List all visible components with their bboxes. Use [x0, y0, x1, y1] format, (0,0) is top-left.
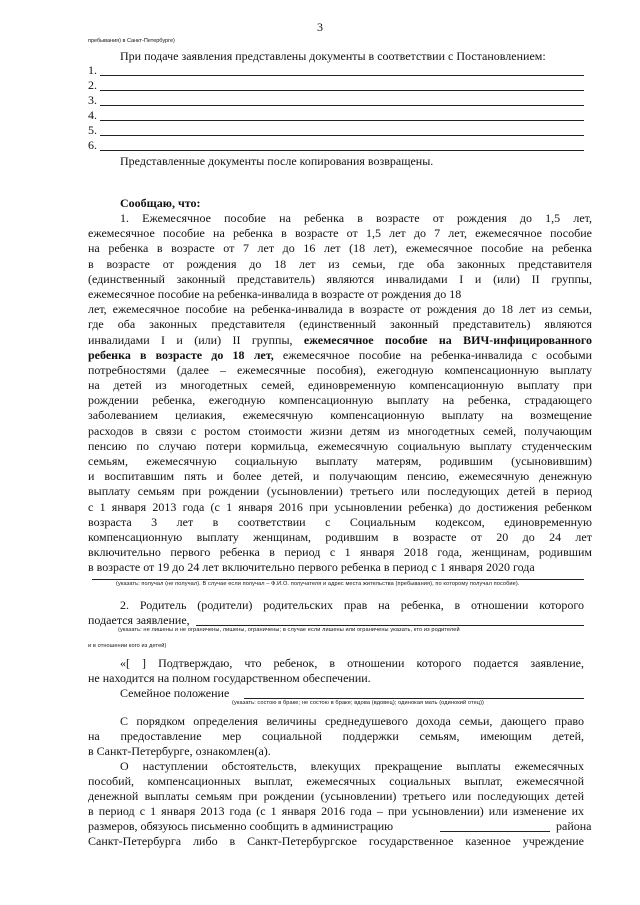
obligation-line1: О наступлении обстоятельств, влекущих прекращение выплаты ежемесячных — [120, 759, 584, 773]
para1-line: в возрасте от 19 до 24 лет включительно первого ребенка в период с 1 января 2020 года — [88, 560, 535, 575]
para1-line: ежемесячное пособие на ребенка-инвалида в возрасте от рождения до 18 — [88, 286, 462, 301]
para1-line: возраста 3 лет в соответствии с Социальным кодексом, единовременную — [88, 514, 592, 529]
obligation-line4: в период с 1 января 2013 года (с 1 января 2016 года – при усыновлении) или изменение их — [88, 804, 584, 818]
para1-line: инвалидами I и (или) II группы, ежемесячное пособие на ВИЧ-инфицированного — [88, 332, 592, 347]
para1-line: с 1 января 2013 года (с 1 января 2016 при усыновлении ребенка) до достижения ребенком — [88, 499, 592, 514]
hint-parents-a: (указать: не лишены и не ограничены, лишены, ограничены; в случае если лишены или ограничены указать, кто из родителей — [118, 627, 460, 633]
para1-line: на детей из многодетных семей, единовременную компенсационную выплату при — [88, 378, 592, 393]
para1-line: пенсию по случаю потери кормильца, ежемесячную социальную выплату студенческим — [88, 438, 592, 453]
district-line — [440, 831, 550, 832]
hint-parents-b: и в отношении кого из детей) — [88, 643, 167, 649]
income-line3: в Санкт-Петербурге, ознакомлен(а). — [88, 744, 271, 758]
doc-line-2-number: 2. — [88, 78, 97, 92]
para1-line: включительно первого ребенка в период с 1 января 2018 года, женщинам, родившим — [88, 545, 592, 560]
returned-text: Представленные документы после копирования возвращены. — [120, 154, 434, 168]
para1-line: в возрасте от рождения до 18 лет из семьи, где оба законных представителя — [88, 256, 592, 271]
para1-line: компенсационную выплату женщинам, родившим в возрасте от 20 до 24 лет — [88, 529, 592, 544]
bold-phrase: ежемесячное пособие на ВИЧ-инфицированного — [303, 332, 592, 347]
para1-line: (единственный законный представитель) являются инвалидами I и (или) II группы, — [88, 271, 592, 286]
doc-line-6 — [100, 150, 584, 151]
para1-line: ребенка в возрасте до 18 лет, ежемесячное пособие на ребенка-инвалида с особыми — [88, 347, 592, 362]
notify-heading: Сообщаю, что: — [120, 196, 201, 210]
hint-family: (указать: состою в браке; не состою в браке; вдова (вдовец); одинокая мать (одинокий отец)) — [232, 700, 485, 706]
para1-line: рождении ребенка, ежегодную компенсационную выплату на ребенка, страдающего — [88, 393, 592, 408]
obligation-line3: денежной выплаты семьям при рождении (усыновлении) третьего или последующих детей — [88, 789, 584, 803]
doc-line-3-number: 3. — [88, 93, 97, 107]
header-fragment: пребывания) в Санкт-Петербурге) — [88, 38, 175, 44]
para1-line: заболеванием целиакия, ежемесячную компенсационную выплату на возмещение — [88, 408, 592, 423]
parents-line2: подается заявление, — [88, 613, 190, 627]
doc-line-1-number: 1. — [88, 63, 97, 77]
para1-line: выплату семьям при рождении (усыновлении) третьего или последующих детей в период — [88, 484, 592, 499]
doc-line-4-number: 4. — [88, 108, 97, 122]
para1-line: семьям, ежемесячную социальную выплату матерям, родившим (усыновившим) — [88, 454, 592, 468]
answer-line-2 — [196, 625, 584, 626]
doc-line-5 — [100, 135, 584, 136]
para1-line: расходов в связи с ростом стоимости жизни детям из многодетных семей, получающим — [88, 423, 592, 438]
intro-text: При подаче заявления представлены документы в соответствии с Постановлением: — [120, 49, 546, 63]
para1-line: и воспитавшим пять и более детей, и получающим пенсию, ежемесячную денежную — [88, 469, 592, 484]
doc-line-1 — [100, 75, 584, 76]
family-status-label: Семейное положение — [120, 686, 230, 700]
family-status-line — [244, 698, 584, 699]
doc-line-4 — [100, 120, 584, 121]
para1-line: на ребенка в возрасте от 7 лет до 16 лет (18 лет), ежемесячное пособие на ребенка — [88, 241, 592, 256]
income-line1: С порядком определения величины среднедушевого дохода семьи, дающего право — [120, 714, 584, 728]
para1-line: лет, ежемесячное пособие на ребенка-инвалида в возрасте от рождения до 18 лет из семьи, — [88, 302, 592, 317]
benefits-paragraph — [88, 211, 592, 576]
doc-line-2 — [100, 90, 584, 91]
district-word: района — [556, 819, 592, 833]
para1-line: ежемесячное пособие на ребенка в возрасте от 1,5 лет до 7 лет, ежемесячное пособие — [88, 226, 592, 241]
confirm-line1: «[ ] Подтверждаю, что ребенок, в отношении которого подается заявление, — [120, 656, 584, 670]
parents-line1: 2. Родитель (родители) родительских прав на ребенка, в отношении которого — [120, 598, 584, 612]
para1-line: 1. Ежемесячное пособие на ребенка в возрасте от рождения до 1,5 лет, — [120, 211, 592, 225]
doc-line-3 — [100, 105, 584, 106]
bold-phrase: ребенка в возрасте до 18 лет, — [88, 347, 274, 362]
para1-line: потребностями (далее – ежемесячные пособия), ежегодную компенсационную выплату — [88, 362, 592, 377]
para1-line: где оба законных представителя (единственный законный представитель) являются — [88, 317, 592, 332]
page-number: 3 — [317, 20, 323, 34]
obligation-line5: размеров, обязуюсь письменно сообщить в администрацию — [88, 819, 394, 833]
doc-line-6-number: 6. — [88, 138, 97, 152]
income-line2: на предоставление мер социальной поддержки семьям, имеющим детей, — [88, 729, 584, 743]
obligation-line6: Санкт-Петербурга либо в Санкт-Петербургское государственное казенное учреждение — [88, 834, 584, 848]
doc-line-5-number: 5. — [88, 123, 97, 137]
obligation-line2: пособий, компенсационных выплат, ежемесячных социальных выплат, ежемесячной — [88, 774, 584, 788]
confirm-line2: не находится на полном государственном обеспечении. — [88, 671, 371, 685]
hint-received: (указать: получал (не получал). В случае если получал – Ф.И.О. получателя и адрес места жительства (пребывания), по которому получал пособие). — [116, 581, 520, 587]
answer-line-1 — [92, 579, 584, 580]
